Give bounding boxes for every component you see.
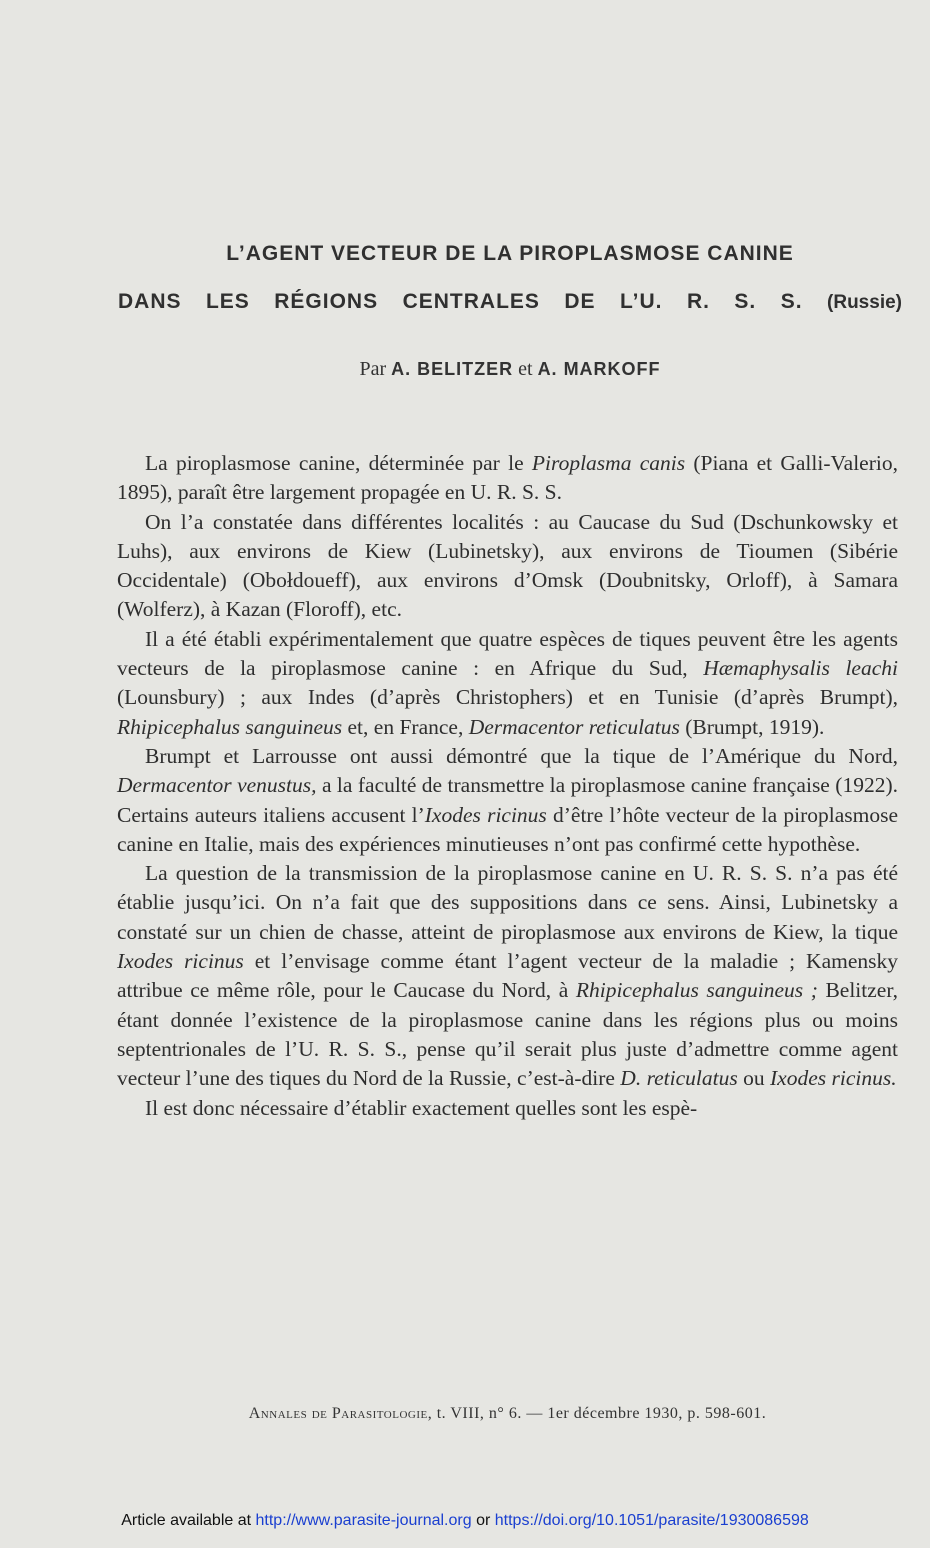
species-name: Hæmaphysalis leachi — [703, 656, 898, 681]
paragraph-2 — [117, 508, 898, 625]
paragraph-text: d’être l’hôte vecteur de la piroplasmose canine en Italie, mais des expériences minutieuses n’ont pas confirmé cette hypothèse. — [117, 802, 898, 856]
paragraph-5 — [117, 859, 898, 1093]
paragraph-text: Brumpt et Larrousse ont aussi démontré que la tique de l’Amérique du Nord, — [145, 743, 898, 768]
species-name: Piroplasma canis — [531, 451, 686, 475]
paragraph-1 — [117, 449, 898, 508]
byline — [118, 358, 902, 381]
paragraph-text: (Lounsbury) ; aux Indes (d’après Christophers) et en Tunisie (d’après Brumpt), — [117, 685, 898, 710]
journal-name: Annales de Parasitologie, — [248, 1405, 433, 1422]
article-title-region: (Russie) — [827, 292, 902, 313]
species-name: Ixodes ricinus. — [770, 1066, 897, 1091]
article-title-line-2-text: DANS LES RÉGIONS CENTRALES DE L’U. R. S. S. — [118, 290, 803, 313]
paragraph-6 — [117, 1094, 898, 1123]
journal-website-link[interactable]: http://www.parasite-journal.org — [255, 1512, 472, 1529]
species-name: Ixodes ricinus — [117, 949, 244, 974]
availability-or: or — [471, 1512, 495, 1529]
paragraph-text: Belitzer, étant donnée l’existence de la piroplasmose canine dans les régions plus ou moins septentrionales de l’U. R. S. S., pense qu’il serait plus juste d’admettre comme agent vecteur l’une des tiques du Nord de la Russie, c’est-à-dire — [117, 978, 899, 1091]
doi-link[interactable]: https://doi.org/10.1051/parasite/1930086598 — [494, 1512, 809, 1529]
author-2: A. MARKOFF — [537, 359, 661, 379]
availability-prefix: Article available at — [121, 1512, 256, 1529]
species-name: Dermacentor venustus, — [117, 773, 317, 798]
species-name: D. reticulatus — [620, 1066, 738, 1091]
paragraph-4 — [117, 742, 898, 859]
species-name: Ixodes ricinus — [424, 802, 547, 827]
article-body — [117, 449, 898, 1123]
species-name: Dermacentor reticulatus — [468, 714, 680, 739]
journal-citation — [117, 1405, 898, 1423]
paragraph-text: La piroplasmose canine, déterminée par le — [145, 451, 532, 475]
species-name: Rhipicephalus sanguineus ; — [575, 978, 818, 1003]
byline-prefix: Par — [359, 358, 387, 380]
article-title-line-1: L’AGENT VECTEUR DE LA PIROPLASMOSE CANINE — [226, 242, 794, 265]
article-availability-note — [0, 1512, 930, 1530]
paragraph-text: et, en France, — [342, 714, 469, 739]
paragraph-text: On l’a constatée dans différentes localités : au Caucase du Sud (Dschunkowsky et Luhs), aux environs de Kiew (Lubinetsky), aux environs de Tioumen (Sibérie Occidentale) (Obołdoueff), aux environs d’Omsk (Doubnitsky, Orloff), à Samara (Wolferz), à Kazan (Floroff), etc. — [117, 509, 898, 622]
species-name: Rhipicephalus sanguineus — [117, 714, 343, 739]
paragraph-text: Il a été établi expérimentalement que quatre espèces de tiques peuvent être les agents vecteurs de la piroplasmose canine : en Afrique du Sud, — [117, 626, 898, 681]
author-1: A. BELITZER — [391, 359, 514, 379]
paragraph-text: a la faculté de transmettre la piroplasmose canine française (1922). Certains auteurs italiens accusent l’ — [117, 773, 898, 827]
citation-details: t. VIII, n° 6. — 1er décembre 1930, p. 598-601. — [432, 1405, 767, 1422]
byline-conjunction: et — [518, 358, 533, 380]
article-title-line-2 — [118, 290, 902, 314]
paragraph-text: Il est donc nécessaire d’établir exactement quelles sont les espè- — [145, 1095, 698, 1120]
paragraph-text: (Brumpt, 1919). — [679, 714, 825, 739]
paragraph-3 — [117, 625, 898, 742]
paragraph-text: et l’envisage comme étant l’agent vecteur de la maladie ; Kamensky attribue ce même rôle, pour le Caucase du Nord, à — [117, 949, 898, 1003]
paragraph-text: (Piana et Galli-Valerio, 1895), paraît être largement propagée en U. R. S. S. — [117, 451, 898, 505]
paragraph-text: La question de la transmission de la piroplasmose canine en U. R. S. S. n’a pas été établie jusqu’ici. On n’a fait que des suppositions dans ce sens. Ainsi, Lubinetsky a constaté sur un chien de chasse, atteint de piroplasmose aux environs de Kiew, la tique — [117, 861, 898, 944]
paragraph-text: ou — [737, 1066, 770, 1091]
